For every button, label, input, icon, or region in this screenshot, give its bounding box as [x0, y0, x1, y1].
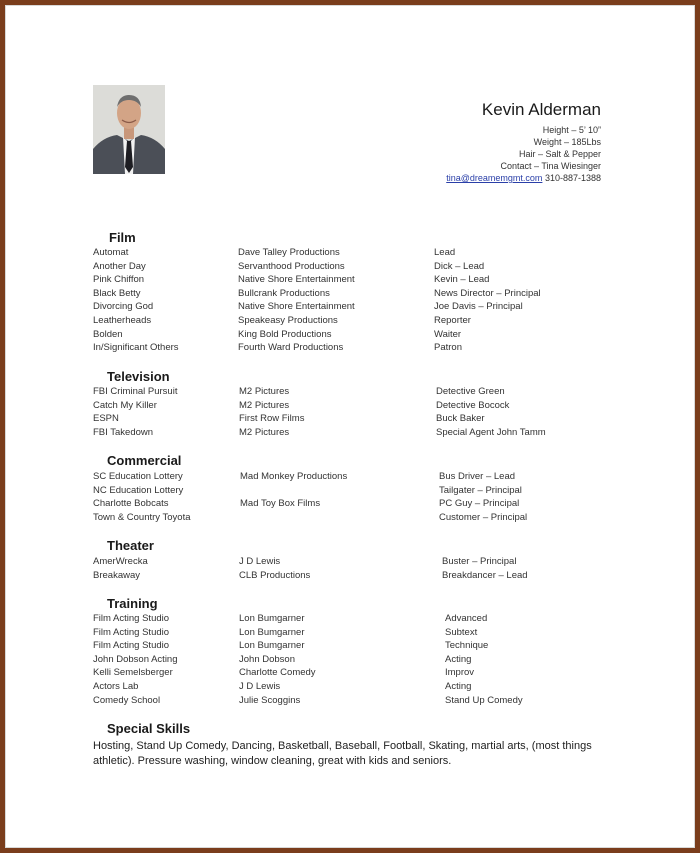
training-title: Film Acting Studio	[93, 640, 170, 652]
television-title: ESPN	[93, 413, 119, 425]
phone-number: 310-887-1388	[544, 173, 601, 183]
film-role: Waiter	[434, 328, 462, 340]
television-company: M2 Pictures	[239, 399, 290, 411]
height-line: Height – 5’ 10”	[542, 125, 601, 135]
training-company: Lon Bumgarner	[239, 640, 305, 652]
film-role: Patron	[434, 342, 462, 354]
film-title: Automat	[93, 247, 129, 258]
television-row	[93, 400, 613, 413]
email-link[interactable]: tina@dreamemgmt.com	[446, 173, 543, 183]
television-company: M2 Pictures	[239, 386, 290, 397]
television-title: FBI Takedown	[93, 426, 154, 438]
training-role: Advanced	[445, 613, 488, 624]
weight-line: Weight – 185Lbs	[533, 137, 601, 147]
commercial-role: PC Guy – Principal	[439, 498, 520, 510]
film-company: Bullcrank Productions	[238, 287, 330, 299]
television-row	[93, 427, 613, 440]
film-row	[93, 288, 613, 301]
television-role: Buck Baker	[436, 413, 485, 425]
training-title: Kelli Semelsberger	[93, 667, 173, 679]
film-company: Fourth Ward Productions	[238, 342, 344, 354]
theater-role: Breakdancer – Lead	[442, 569, 528, 581]
email-phone-line	[341, 172, 601, 184]
training-role: Subtext	[445, 626, 478, 638]
television-company: First Row Films	[239, 413, 305, 425]
film-role: News Director – Principal	[434, 287, 541, 299]
training-role: Acting	[445, 653, 472, 665]
film-role: Lead	[434, 247, 456, 258]
training-role: Stand Up Comedy	[445, 694, 523, 706]
theater-row	[93, 556, 613, 569]
training-company: Julie Scoggins	[239, 694, 301, 706]
film-role: Reporter	[434, 315, 471, 326]
film-company: Servanthood Productions	[238, 260, 345, 272]
training-row	[93, 667, 613, 680]
training-title: Film Acting Studio	[93, 613, 170, 624]
contact-line: Contact – Tina Wiesinger	[500, 161, 601, 171]
television-company: M2 Pictures	[239, 426, 290, 438]
commercial-row	[93, 512, 613, 525]
training-title: Film Acting Studio	[93, 626, 170, 638]
television-role: Detective Bocock	[436, 399, 510, 411]
commercial-title: SC Education Lottery	[93, 471, 183, 482]
film-title: Pink Chiffon	[93, 274, 145, 286]
commercial-company: Mad Toy Box Films	[240, 498, 321, 510]
film-row	[93, 329, 613, 342]
training-heading: Training	[107, 596, 158, 611]
theater-heading: Theater	[107, 538, 154, 553]
training-row	[93, 695, 613, 708]
training-company: Charlotte Comedy	[239, 667, 316, 679]
film-role: Dick – Lead	[434, 260, 485, 272]
hair-line: Hair – Salt & Pepper	[518, 149, 601, 159]
actor-name: Kevin Alderman	[481, 100, 601, 119]
commercial-company: Mad Monkey Productions	[240, 471, 348, 482]
training-company: Lon Bumgarner	[239, 613, 305, 624]
training-row	[93, 654, 613, 667]
television-heading: Television	[107, 369, 170, 384]
commercial-role: Bus Driver – Lead	[439, 471, 516, 482]
training-row	[93, 681, 613, 694]
special-skills-heading: Special Skills	[107, 721, 191, 736]
theater-title: Breakaway	[93, 569, 140, 581]
training-role: Technique	[445, 640, 489, 652]
film-row	[93, 247, 613, 260]
theater-title: AmerWrecka	[93, 556, 148, 567]
theater-role: Buster – Principal	[442, 556, 517, 567]
contact-header	[341, 100, 601, 184]
film-company: King Bold Productions	[238, 328, 332, 340]
film-title: Another Day	[93, 260, 146, 272]
commercial-heading: Commercial	[107, 453, 182, 468]
film-row	[93, 342, 613, 355]
television-role: Special Agent John Tamm	[436, 426, 546, 438]
television-title: Catch My Killer	[93, 399, 157, 411]
special-skills-text: Hosting, Stand Up Comedy, Dancing, Basketball, Baseball, Football, Skating, martial arts, (most things athletic). Pressure washing, window cleaning, great with kids and seniors.	[93, 740, 592, 767]
training-role: Acting	[445, 681, 472, 692]
film-company: Native Shore Entertainment	[238, 301, 355, 313]
film-role: Joe Davis – Principal	[434, 301, 523, 313]
television-title: FBI Criminal Pursuit	[93, 386, 178, 397]
film-title: Bolden	[93, 328, 123, 340]
film-row	[93, 301, 613, 314]
film-company: Native Shore Entertainment	[238, 274, 355, 286]
training-title: Actors Lab	[93, 681, 139, 692]
television-row	[93, 413, 613, 426]
film-role: Kevin – Lead	[434, 274, 490, 286]
theater-company: J D Lewis	[239, 556, 281, 567]
commercial-role: Tailgater – Principal	[439, 484, 522, 496]
training-company: J D Lewis	[239, 681, 281, 692]
television-role: Detective Green	[436, 386, 505, 397]
film-title: In/Significant Others	[93, 342, 179, 354]
commercial-role: Customer – Principal	[439, 511, 528, 523]
training-title: John Dobson Acting	[93, 653, 178, 665]
film-row	[93, 261, 613, 274]
film-title: Divorcing God	[93, 301, 154, 313]
training-row	[93, 627, 613, 640]
training-company: Lon Bumgarner	[239, 626, 305, 638]
headshot-photo	[93, 85, 165, 174]
film-title: Black Betty	[93, 287, 141, 299]
commercial-row	[93, 498, 613, 511]
film-company: Dave Talley Productions	[238, 247, 340, 258]
commercial-title: Charlotte Bobcats	[93, 498, 169, 510]
film-title: Leatherheads	[93, 315, 152, 326]
commercial-row	[93, 471, 613, 484]
training-row	[93, 613, 613, 626]
training-role: Improv	[445, 667, 475, 679]
training-company: John Dobson	[239, 653, 295, 665]
commercial-title: NC Education Lottery	[93, 484, 184, 496]
television-row	[93, 386, 613, 399]
training-row	[93, 640, 613, 653]
theater-company: CLB Productions	[239, 569, 311, 581]
theater-row	[93, 570, 613, 583]
training-title: Comedy School	[93, 694, 161, 706]
film-heading: Film	[109, 230, 136, 245]
film-row	[93, 315, 613, 328]
commercial-title: Town & Country Toyota	[93, 511, 191, 523]
commercial-row	[93, 485, 613, 498]
film-company: Speakeasy Productions	[238, 315, 338, 326]
film-row	[93, 274, 613, 287]
